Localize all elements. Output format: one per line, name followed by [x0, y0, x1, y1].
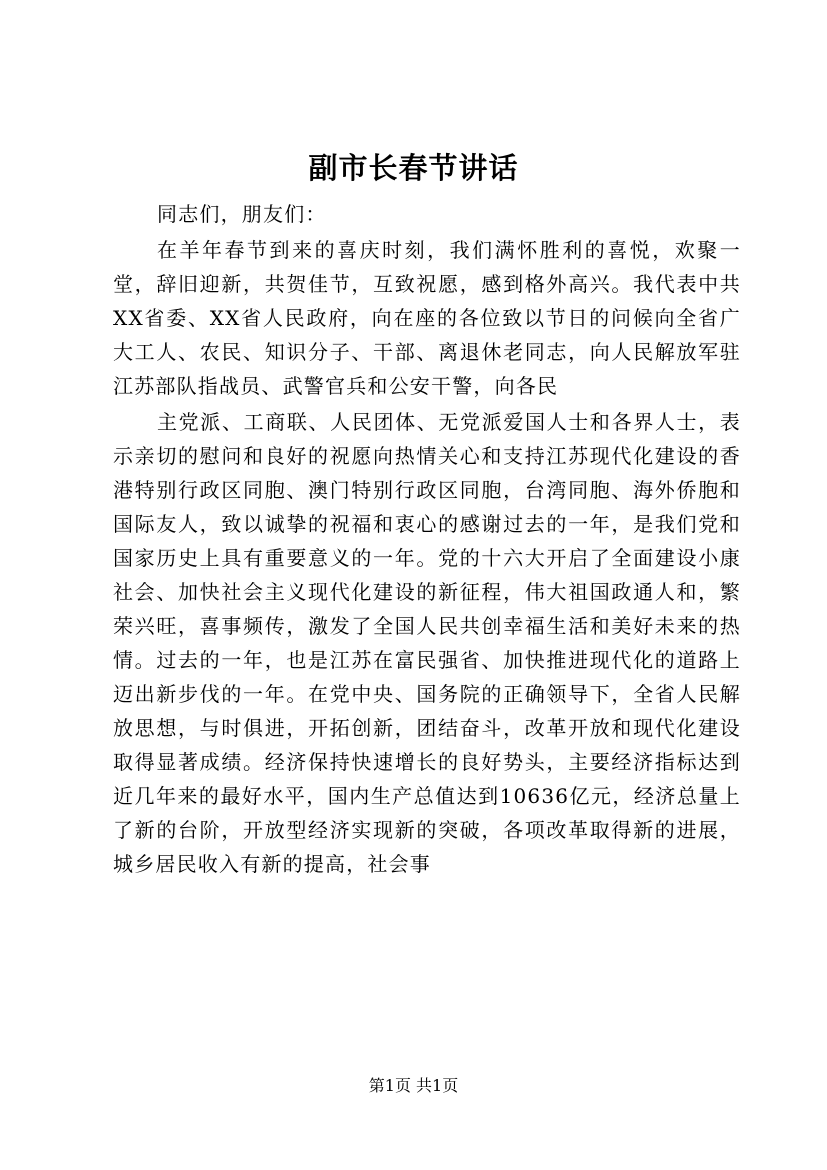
salutation: 同志们，朋友们： [157, 202, 327, 226]
paragraph-2: 主党派、工商联、人民团体、无党派爱国人士和各界人士，表示亲切的慰问和良好的祝愿向热情关心和支持江苏现代化建设的香港特别行政区同胞、澳门特别行政区同胞，台湾同胞、海外侨胞和国际友人，致以诚挚的祝福和衷心的感谢过去的一年，是我们党和国家历史上具有重要意义的一年。党的十六大开启了全面建设小康社会、加快社会主义现代化建设的新征程，伟大祖国政通人和，繁荣兴旺，喜事频传，激发了全国人民共创幸福生活和美好未来的热情。过去的一年，也是江苏在富民强省、加快推进现代化的道路上迈出新步伐的一年。在党中央、国务院的正确领导下，全省人民解放思想，与时俱进，开拓创新，团结奋斗，改革开放和现代化建设取得显著成绩。经济保持快速增长的良好势头，主要经济指标达到近几年来的最好水平，国内生产总值达到10636亿元，经济总量上了新的台阶，开放型经济实现新的突破，各项改革取得新的进展，城乡居民收入有新的提高，社会事 [113, 410, 741, 876]
paragraph-1: 在羊年春节到来的喜庆时刻，我们满怀胜利的喜悦，欢聚一堂，辞旧迎新，共贺佳节，互致祝愿，感到格外高兴。我代表中共XX省委、XX省人民政府，向在座的各位致以节日的问候向全省广大工人、农民、知识分子、干部、离退休老同志，向人民解放军驻江苏部队指战员、武警官兵和公安干警，向各民 [113, 238, 741, 398]
document-body [113, 197, 741, 883]
document-title: 副市长春节讲话 [308, 151, 519, 185]
page-footer: 第1页 共1页 [368, 1076, 459, 1095]
